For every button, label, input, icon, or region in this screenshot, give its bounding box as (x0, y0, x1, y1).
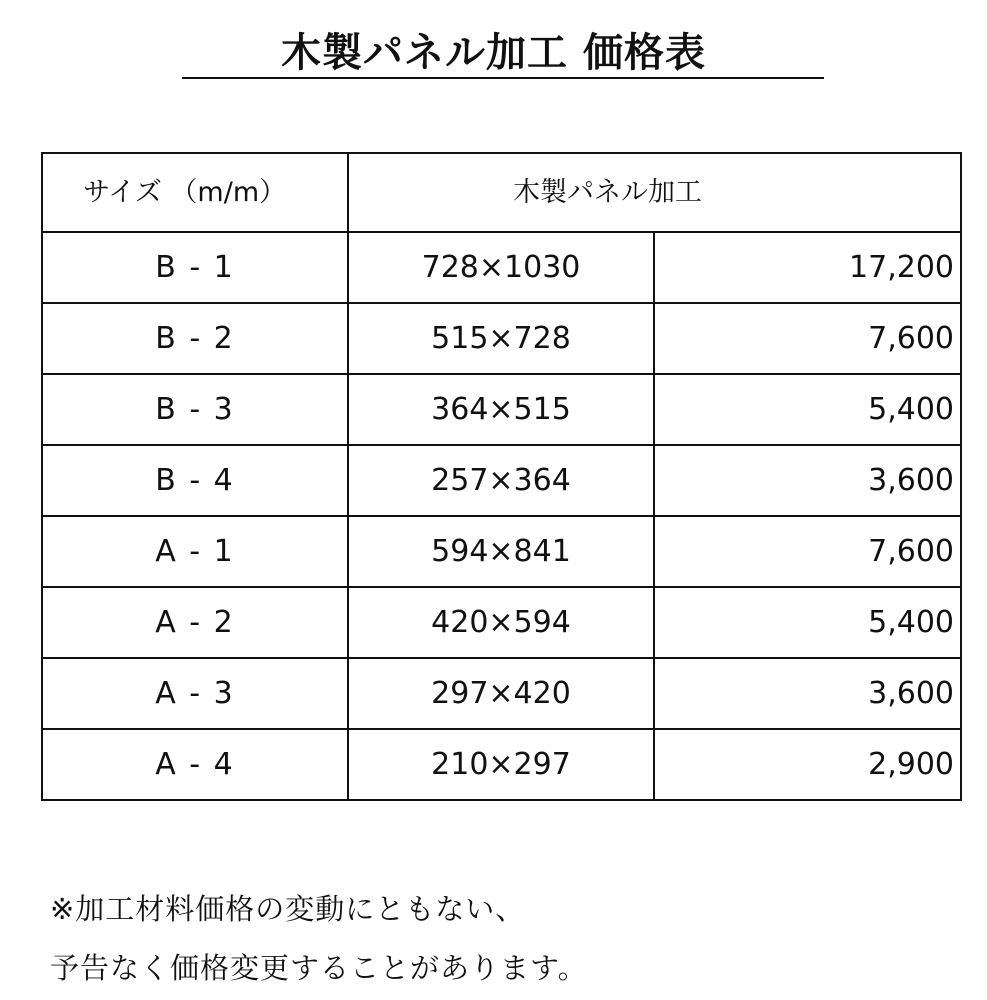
price-cell: 17,200 (654, 232, 961, 303)
dimensions-cell: 594×841 (348, 516, 654, 587)
note-line: ※加工材料価格の変動にともない、 (50, 892, 526, 926)
size-cell: B - 1 (42, 232, 348, 303)
table-header-row (42, 153, 961, 232)
price-cell: 7,600 (654, 516, 961, 587)
price-cell: 7,600 (654, 303, 961, 374)
size-cell: B - 3 (42, 374, 348, 445)
dimensions-cell: 728×1030 (348, 232, 654, 303)
size-cell: A - 3 (42, 658, 348, 729)
price-cell: 5,400 (654, 587, 961, 658)
table-row (42, 303, 961, 374)
size-column-header: サイズ （m/m） (42, 153, 348, 232)
dimensions-cell: 210×297 (348, 729, 654, 800)
size-cell: B - 2 (42, 303, 348, 374)
price-table (41, 152, 962, 801)
table-row (42, 445, 961, 516)
price-cell: 3,600 (654, 445, 961, 516)
dimensions-cell: 515×728 (348, 303, 654, 374)
table-row (42, 232, 961, 303)
page-title: 木製パネル加工 価格表 (281, 30, 706, 76)
table-row (42, 516, 961, 587)
dimensions-cell: 420×594 (348, 587, 654, 658)
table-row (42, 658, 961, 729)
size-cell: A - 4 (42, 729, 348, 800)
dimensions-cell: 297×420 (348, 658, 654, 729)
size-cell: A - 2 (42, 587, 348, 658)
title-underline (182, 77, 824, 79)
notes (50, 880, 950, 998)
table-row (42, 374, 961, 445)
price-cell: 5,400 (654, 374, 961, 445)
size-cell: A - 1 (42, 516, 348, 587)
dimensions-cell: 364×515 (348, 374, 654, 445)
price-cell: 3,600 (654, 658, 961, 729)
note-line: 予告なく価格変更することがあります。 (50, 951, 588, 985)
size-cell: B - 4 (42, 445, 348, 516)
table-row (42, 587, 961, 658)
product-column-header: 木製パネル加工 (348, 153, 961, 232)
table-row (42, 729, 961, 800)
dimensions-cell: 257×364 (348, 445, 654, 516)
price-cell: 2,900 (654, 729, 961, 800)
